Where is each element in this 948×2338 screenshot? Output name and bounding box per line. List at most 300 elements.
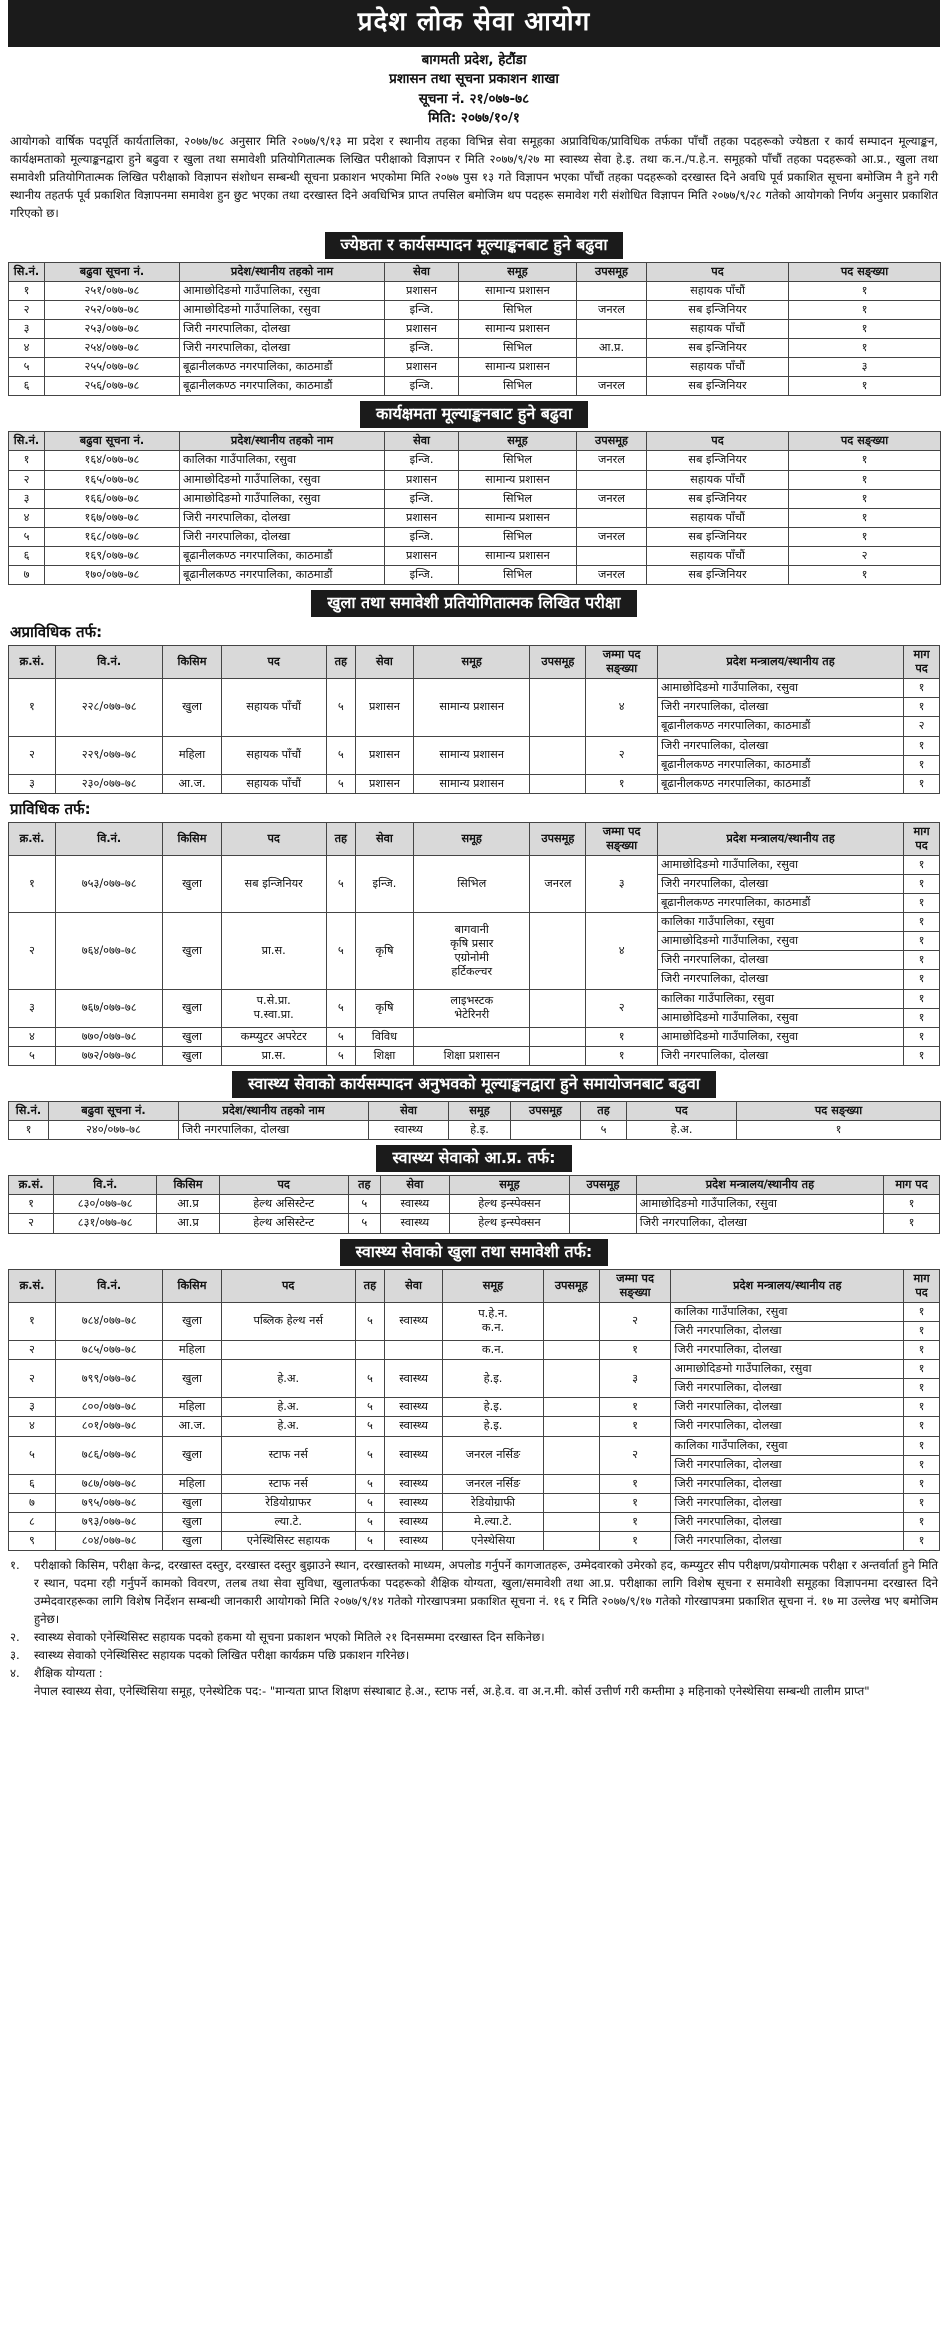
health-promo-heading: स्वास्थ्य सेवाको कार्यसम्पादन अनुभवको मूल्याङ्कनद्वारा हुने समायोजनबाट बढुवा [232,1071,716,1098]
column-header: समूह [443,1269,544,1302]
service-cell: शिक्षा [355,1046,413,1065]
column-header: क्र.सं. [9,1176,54,1195]
demand-posts-cell: १ [904,698,940,717]
table-cell: ५ [9,358,45,377]
level-cell: ५ [355,1493,384,1512]
local-level-cell: कालिका गाउँपालिका, रसुवा [671,1436,904,1455]
health-promo-header-row [9,1102,941,1121]
column-header: पद सङ्ख्या [737,1102,941,1121]
table-cell: सिभिल [459,566,577,585]
ad-number-cell: ७७२/०७७-७८ [55,1046,162,1065]
table-cell: सिभिल [459,451,577,470]
group-cell: सिभिल [414,855,530,912]
column-header: पद सङ्ख्या [789,432,941,451]
post-cell: कम्प्युटर अपरेटर [221,1027,326,1046]
table-cell: २ [789,547,941,566]
demand-posts-cell: १ [904,1455,940,1474]
column-header: तह [326,822,355,855]
post-cell: ल्या.टे. [221,1513,355,1532]
table-row [9,855,940,874]
table-cell: सहायक पाँचौं [647,470,789,489]
level-cell: ५ [355,1532,384,1551]
column-header: माग पद [904,822,940,855]
service-cell: स्वास्थ्य [384,1436,442,1474]
type-cell: महिला [163,736,221,774]
table-cell: १६४/०७७-७८ [45,451,180,470]
table-cell: आमाछोदिङमो गाउँपालिका, रसुवा [180,300,385,319]
table-cell: हे.इ. [449,1121,511,1140]
group-cell: जनरल नर्सिङ [443,1474,544,1493]
table-cell: बूढानीलकण्ठ नगरपालिका, काठमाडौं [180,358,385,377]
nontech-table [8,645,940,794]
local-level-cell: जिरी नगरपालिका, दोलखा [671,1341,904,1360]
table-cell: जिरी नगरपालिका, दोलखा [179,1121,369,1140]
column-header: उपसमूह [530,822,586,855]
serial-cell: ८ [9,1513,56,1532]
health-internal-table [8,1175,940,1233]
demand-posts-cell: १ [904,736,940,755]
demand-posts-cell: १ [904,1379,940,1398]
table-cell [577,508,647,527]
intro-paragraph: आयोगको वार्षिक पदपूर्ति कार्यतालिका, २०७७/७८ अनुसार मिति २०७७/९/१३ मा प्रदेश र स्थानीय तहका विभिन्न सेवा समूहका अप्राविधिक/प्राविधिक तर्फका पाँचौं तहका पदहरूको ज्येष्ठता र कार्य सम्पादन मूल्याङ्कन, कार्यक्षमताको मूल्याङ्कनद्वारा हुने बढुवा र खुला तथा समावेशी प्रतियोगितात्मक लिखित परीक्षाको विज्ञापन र मिति २०७७/९/२७ मा स्वास्थ्य सेवा हे.इ. तथा क.न./प.हे.न. समूहको पाँचौं तहका पदहरूको आ.प्र., खुला तथा समावेशी प्रतियोगितात्मक लिखित परीक्षाको विज्ञापन संशोधन सम्बन्धी सूचना प्रकाशन भएकोमा मिति २०७७ पुस १३ गते विज्ञापन भएका पाँचौं तहका पदहरूको दरखास्त दिने अवधि पूर्व प्रकाशित सूचना बमोजिम नै हुने गरी स्थानीय तहतर्फ पूर्व प्रकाशित विज्ञापनमा समावेश हुन छुट भएका तथा दरखास्त दिने अवधिभित्र प्राप्त तपसिल बमोजिम थप पदहरू समावेश गरी संशोधित विज्ञापन मिति २०७७/९/२८ गतेको आयोगको निर्णय अनुसार प्रकाशित गरिएको छ। [10,133,938,220]
subgroup-cell [543,1341,599,1360]
demand-posts-cell: १ [904,1417,940,1436]
table-cell: सहायक पाँचौं [647,319,789,338]
column-header: क्र.सं. [9,822,56,855]
ad-number-cell: ७८४/०७७-७८ [55,1302,162,1340]
total-posts-cell: १ [599,1513,671,1532]
table-cell: जनरल [577,527,647,546]
subgroup-cell [530,774,586,793]
column-header: सेवा [385,262,459,281]
column-header: पद [647,262,789,281]
subgroup-cell [543,1493,599,1512]
post-cell: सब इन्जिनियर [221,855,326,912]
ad-number-cell: ८०१/०७७-७८ [55,1417,162,1436]
table-cell: १ [789,470,941,489]
total-posts-cell: १ [586,1046,658,1065]
group-cell: मे.ल्या.टे. [443,1513,544,1532]
level-cell: ५ [326,989,355,1027]
seniority-table [8,262,941,397]
table-cell: ५ [348,1195,380,1214]
table-cell: जनरल [577,451,647,470]
group-cell [414,989,530,1027]
table-cell: आ.प्र [157,1214,219,1233]
ad-number-cell: ७८५/०७७-७८ [55,1341,162,1360]
demand-posts-cell: १ [904,855,940,874]
level-cell: ५ [326,913,355,989]
table-cell: इन्जि. [385,451,459,470]
table-cell: इन्जि. [385,377,459,396]
table-cell [511,1121,581,1140]
subgroup-cell [543,1436,599,1474]
ad-number-cell: २२९/०७७-७८ [55,736,162,774]
table-cell: २५४/०७७-७८ [45,339,180,358]
column-header: तह [581,1102,627,1121]
local-level-cell: जिरी नगरपालिका, दोलखा [657,874,903,893]
table-cell: १ [789,489,941,508]
table-cell: सिभिल [459,489,577,508]
column-header: सि.नं. [9,1102,49,1121]
note-number: ४. [10,1666,20,1681]
table-cell: १ [789,527,941,546]
health-internal-heading: स्वास्थ्य सेवाको आ.प्र. तर्फ: [376,1145,571,1172]
table-cell: बूढानीलकण्ठ नगरपालिका, काठमाडौं [180,566,385,585]
table-cell: सिभिल [459,339,577,358]
table-cell: सामान्य प्रशासन [459,319,577,338]
table-cell: जनरल [577,300,647,319]
total-posts-cell: ३ [599,1360,671,1398]
type-cell: खुला [163,1436,221,1474]
serial-cell: २ [9,1341,56,1360]
table-cell: सिभिल [459,300,577,319]
table-cell: स्वास्थ्य [369,1121,449,1140]
table-cell [570,1214,637,1233]
serial-cell: ४ [9,1417,56,1436]
table-cell: ८३१/०७७-७८ [54,1214,157,1233]
demand-posts-cell: १ [904,913,940,932]
column-header: प्रदेश/स्थानीय तहको नाम [180,432,385,451]
table-cell: २४०/०७७-७८ [49,1121,179,1140]
type-cell: महिला [163,1341,221,1360]
table-cell: हेल्थ असिस्टेन्ट [219,1195,348,1214]
subgroup-cell [543,1302,599,1340]
note-text: स्वास्थ्य सेवाको एनेस्थिसिस्ट सहायक पदको लिखित परीक्षा कार्यक्रम पछि प्रकाशन गरिनेछ। [34,1648,410,1663]
table-cell: हे.अ. [627,1121,737,1140]
column-header: जम्मा पद सङ्ख्या [586,645,658,678]
table-cell: जिरी नगरपालिका, दोलखा [636,1214,883,1233]
table-cell: सिभिल [459,527,577,546]
local-level-cell: जिरी नगरपालिका, दोलखा [671,1417,904,1436]
local-level-cell: जिरी नगरपालिका, दोलखा [657,1046,903,1065]
local-level-cell: कालिका गाउँपालिका, रसुवा [671,1302,904,1321]
ad-number-cell: २३०/०७७-७८ [55,774,162,793]
post-cell: सहायक पाँचौं [221,774,326,793]
note-1 [10,1557,938,1629]
table-cell: १ [789,339,941,358]
column-header: प्रदेश मन्त्रालय/स्थानीय तह [657,822,903,855]
column-header: उपसमूह [570,1176,637,1195]
group-line: भेटेरिनरी [454,1008,490,1022]
local-level-cell: आमाछोदिङमो गाउँपालिका, रसुवा [657,932,903,951]
level-cell: ५ [326,774,355,793]
table-cell [577,281,647,300]
table-cell: सब इन्जिनियर [647,451,789,470]
province-line: बागमती प्रदेश, हेटौंडा [421,51,527,68]
group-cell: सामान्य प्रशासन [414,679,530,736]
column-header: किसिम [163,822,221,855]
column-header: उपसमूह [511,1102,581,1121]
table-cell: ६ [9,377,45,396]
ad-number-cell: ७८६/०७७-७८ [55,1436,162,1474]
table-cell: ४ [9,339,45,358]
ad-number-cell: ७६७/०७७-७८ [55,989,162,1027]
table-cell: जिरी नगरपालिका, दोलखा [180,319,385,338]
notice-date: मिति: २०७७/१०/१ [428,110,520,127]
table-cell: २ [9,470,45,489]
table-cell: २५५/०७७-७८ [45,358,180,377]
local-level-cell: आमाछोदिङमो गाउँपालिका, रसुवा [657,1008,903,1027]
note-number: २. [10,1630,20,1645]
table-cell: १ [789,281,941,300]
group-cell: हे.इ. [443,1417,544,1436]
table-cell: इन्जि. [385,527,459,546]
local-level-cell: जिरी नगरपालिका, दोलखा [657,698,903,717]
table-row [9,1046,940,1065]
group-cell: क.न. [443,1341,544,1360]
table-cell: बूढानीलकण्ठ नगरपालिका, काठमाडौं [180,377,385,396]
total-posts-cell: १ [599,1493,671,1512]
table-row [9,679,940,698]
table-cell: सिभिल [459,377,577,396]
table-cell: १६८/०७७-७८ [45,527,180,546]
demand-posts-cell: १ [904,755,940,774]
local-level-cell: आमाछोदिङमो गाउँपालिका, रसुवा [657,679,903,698]
column-header: समूह [414,645,530,678]
serial-cell: १ [9,679,56,736]
level-cell: ५ [355,1360,384,1398]
serial-cell: २ [9,913,56,989]
table-cell: जिरी नगरपालिका, दोलखा [180,508,385,527]
group-cell: सामान्य प्रशासन [414,736,530,774]
column-header: समूह [449,1102,511,1121]
total-posts-cell: १ [599,1474,671,1493]
table-row [9,300,941,319]
table-cell: २५१/०७७-७८ [45,281,180,300]
total-posts-cell: १ [586,774,658,793]
tech-heading: प्राविधिक तर्फ: [10,799,91,818]
local-level-cell: जिरी नगरपालिका, दोलखा [657,951,903,970]
demand-posts-cell: १ [904,1302,940,1321]
table-cell: २५६/०७७-७८ [45,377,180,396]
note-3 [10,1647,938,1665]
column-header: तह [355,1269,384,1302]
table-row [9,281,941,300]
service-cell: स्वास्थ्य [384,1360,442,1398]
group-cell: एनेस्थेसिया [443,1532,544,1551]
total-posts-cell: १ [599,1398,671,1417]
table-cell: २ [9,300,45,319]
table-cell: हेल्थ असिस्टेन्ट [219,1214,348,1233]
local-level-cell: कालिका गाउँपालिका, रसुवा [657,989,903,1008]
local-level-cell: बूढानीलकण्ठ नगरपालिका, काठमाडौं [657,894,903,913]
ad-number-cell: ८०४/०७७-७८ [55,1532,162,1551]
column-header: बढुवा सूचना नं. [45,262,180,281]
table-cell: बूढानीलकण्ठ नगरपालिका, काठमाडौं [180,547,385,566]
demand-posts-cell: १ [904,932,940,951]
table-row [9,451,941,470]
table-row [9,1398,940,1417]
efficiency-heading: कार्यक्षमता मूल्याङ्कनबाट हुने बढुवा [360,401,588,428]
column-header: समूह [449,1176,569,1195]
serial-cell: ३ [9,774,56,793]
local-level-cell: आमाछोदिङमो गाउँपालिका, रसुवा [671,1360,904,1379]
table-cell [577,547,647,566]
table-row [9,913,940,932]
type-cell: महिला [163,1474,221,1493]
group-cell [443,1302,544,1340]
column-header: वि.नं. [55,645,162,678]
group-line: क.न. [481,1321,505,1335]
post-cell: स्टाफ नर्स [221,1436,355,1474]
table-row [9,1436,940,1455]
type-cell: खुला [163,1513,221,1532]
service-cell: स्वास्थ्य [384,1398,442,1417]
group-cell: सामान्य प्रशासन [414,774,530,793]
table-row [9,1214,940,1233]
column-header: जम्मा पद सङ्ख्या [599,1269,671,1302]
demand-posts-cell: १ [904,970,940,989]
table-cell: सब इन्जिनियर [647,489,789,508]
table-cell: ८३०/०७७-७८ [54,1195,157,1214]
total-posts-cell: २ [599,1436,671,1474]
table-row [9,547,941,566]
notes-section [8,1551,940,1701]
post-cell [221,1341,355,1360]
table-cell: १ [789,566,941,585]
table-row [9,989,940,1008]
level-cell: ५ [326,855,355,912]
group-line: प.हे.न. [478,1307,508,1321]
table-cell: २५३/०७७-७८ [45,319,180,338]
demand-posts-cell: १ [904,679,940,698]
group-line: बागवानी [454,922,489,936]
open-exam-heading: खुला तथा समावेशी प्रतियोगितात्मक लिखित परीक्षा [311,590,636,617]
table-row [9,774,940,793]
table-cell: १ [789,319,941,338]
local-level-cell: जिरी नगरपालिका, दोलखा [671,1398,904,1417]
column-header: बढुवा सूचना नं. [49,1102,179,1121]
table-row [9,1493,940,1512]
demand-posts-cell: १ [904,1532,940,1551]
demand-posts-cell: १ [904,1360,940,1379]
table-cell: १ [884,1214,940,1233]
local-level-cell: कालिका गाउँपालिका, रसुवा [657,913,903,932]
post-cell: एनेस्थिसिस्ट सहायक [221,1532,355,1551]
table-cell: १ [789,377,941,396]
nontech-heading: अप्राविधिक तर्फ: [10,623,103,642]
table-cell: ४ [9,508,45,527]
column-header: सि.नं. [9,262,45,281]
demand-posts-cell: १ [904,1027,940,1046]
service-cell: प्रशासन [355,736,413,774]
serial-cell: ५ [9,1046,56,1065]
level-cell: ५ [326,1046,355,1065]
table-cell: ५ [581,1121,627,1140]
table-cell: १७०/०७७-७८ [45,566,180,585]
efficiency-header-row [9,432,941,451]
table-row [9,1360,940,1379]
tech-header-row [9,822,940,855]
note-text: स्वास्थ्य सेवाको एनेस्थिसिस्ट सहायक पदको हकमा यो सूचना प्रकाशन भएको मितिले २१ दिनसम्ममा दरखास्त दिन सकिनेछ। [34,1630,545,1645]
table-row [9,566,941,585]
table-cell: १ [884,1195,940,1214]
column-header: क्र.सं. [9,1269,56,1302]
ad-number-cell: ७५३/०७७-७८ [55,855,162,912]
local-level-cell: बूढानीलकण्ठ नगरपालिका, काठमाडौं [657,717,903,736]
health-open-header-row [9,1269,940,1302]
table-row [9,377,941,396]
note-4-detail: नेपाल स्वास्थ्य सेवा, एनेस्थिसिया समूह, एनेस्थेटिक पद:- "मान्यता प्राप्त शिक्षण संस्थाबाट हे.अ., स्टाफ नर्स, अ.हे.व. वा अ.न.मी. कोर्स उत्तीर्ण गरी कम्तीमा ३ महिनाको एनेस्थेसिया सम्बन्धी तालीम प्राप्त" [34,1684,870,1698]
table-cell: सहायक पाँचौं [647,358,789,377]
ad-number-cell: ७९९/०७७-७८ [55,1360,162,1398]
table-cell: सहायक पाँचौं [647,547,789,566]
total-posts-cell: ३ [586,855,658,912]
seniority-heading: ज्येष्ठता र कार्यसम्पादन मूल्याङ्कनबाट हुने बढुवा [325,232,624,259]
table-cell: १ [9,451,45,470]
serial-cell: २ [9,736,56,774]
column-header: सेवा [380,1176,449,1195]
post-cell: स्टाफ नर्स [221,1474,355,1493]
ad-number-cell: ७८७/०७७-७८ [55,1474,162,1493]
demand-posts-cell: १ [904,1474,940,1493]
column-header: समूह [459,262,577,281]
local-level-cell: जिरी नगरपालिका, दोलखा [671,1474,904,1493]
nontech-header-row [9,645,940,678]
table-cell: सहायक पाँचौं [647,508,789,527]
column-header: उपसमूह [530,645,586,678]
table-cell: सामान्य प्रशासन [459,508,577,527]
table-row [9,470,941,489]
column-header: माग पद [904,645,940,678]
column-header: पद [627,1102,737,1121]
health-promo-heading-wrap [8,1071,940,1098]
subgroup-cell [530,1027,586,1046]
column-header: बढुवा सूचना नं. [45,432,180,451]
service-cell: स्वास्थ्य [384,1513,442,1532]
demand-posts-cell: १ [904,1341,940,1360]
column-header: पद [221,1269,355,1302]
column-header: पद [647,432,789,451]
column-header: वि.नं. [55,1269,162,1302]
table-cell: कालिका गाउँपालिका, रसुवा [180,451,385,470]
notice-header [8,47,940,131]
ad-number-cell: ७९३/०७७-७८ [55,1513,162,1532]
service-cell: स्वास्थ्य [384,1417,442,1436]
level-cell: ५ [326,1027,355,1046]
health-open-heading: स्वास्थ्य सेवाको खुला तथा समावेशी तर्फ: [340,1239,609,1266]
column-header: जम्मा पद सङ्ख्या [586,822,658,855]
table-row [9,1532,940,1551]
table-row [9,1195,940,1214]
table-cell: सामान्य प्रशासन [459,547,577,566]
total-posts-cell: १ [599,1417,671,1436]
table-cell: सब इन्जिनियर [647,377,789,396]
demand-posts-cell: १ [904,1493,940,1512]
demand-posts-cell: १ [904,874,940,893]
subgroup-cell [543,1532,599,1551]
notice-number: सूचना नं. २१/०७७-७८ [418,90,530,107]
group-cell: जनरल नर्सिङ [443,1436,544,1474]
subgroup-cell: जनरल [530,855,586,912]
subgroup-cell [530,736,586,774]
table-row [9,1513,940,1532]
table-cell: १ [9,1195,54,1214]
seniority-header-row [9,262,941,281]
column-header: पद [221,822,326,855]
table-cell: आमाछोदिङमो गाउँपालिका, रसुवा [180,489,385,508]
serial-cell: १ [9,855,56,912]
total-posts-cell: १ [599,1532,671,1551]
efficiency-table [8,431,941,585]
demand-posts-cell: १ [904,1008,940,1027]
column-header: सेवा [355,822,413,855]
table-cell: जिरी नगरपालिका, दोलखा [180,527,385,546]
table-cell: प्रशासन [385,470,459,489]
table-cell: हेल्थ इन्स्पेक्सन [449,1214,569,1233]
group-cell [414,1027,530,1046]
